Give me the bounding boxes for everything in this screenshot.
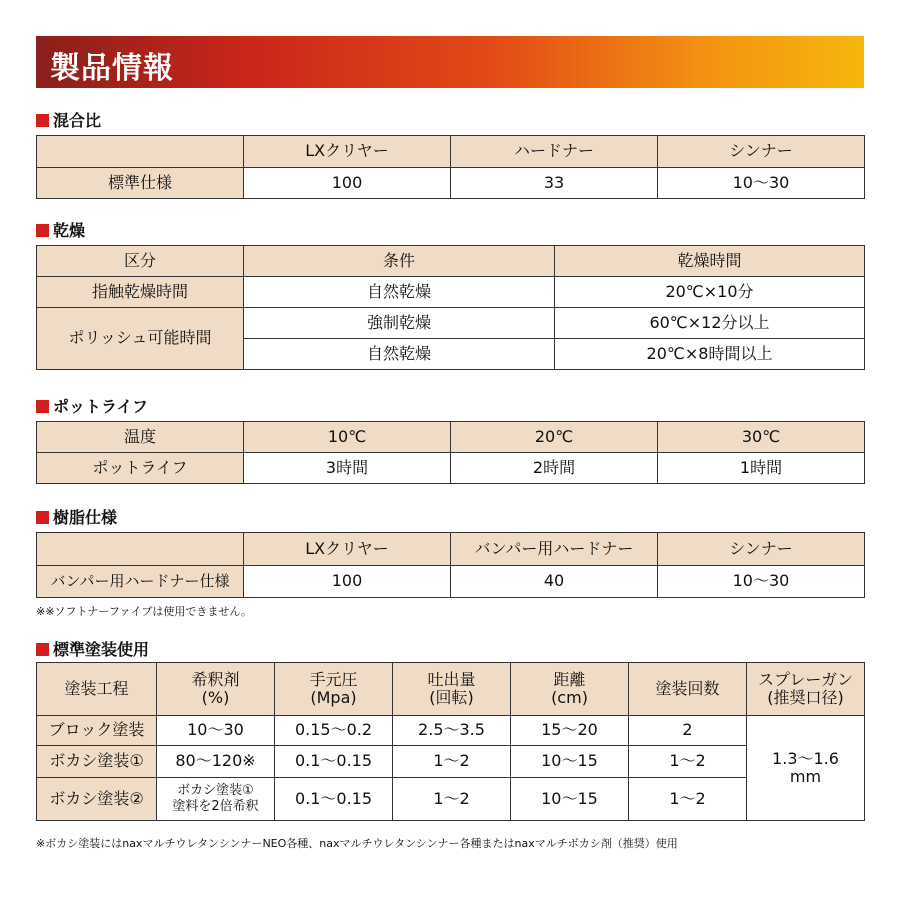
- row-label: バンパー用ハードナー仕様: [37, 566, 244, 598]
- paint-header-row: [37, 663, 865, 716]
- resin-table: [36, 532, 865, 598]
- table-cell: 自然乾燥: [244, 277, 555, 308]
- resin-header-row: [37, 533, 865, 566]
- table-cell: 塗装回数: [629, 663, 747, 716]
- table-cell: 100: [244, 168, 451, 199]
- table-cell: 0.1〜0.15: [275, 746, 393, 778]
- table-cell: 10℃: [244, 422, 451, 453]
- table-cell: 1〜2: [629, 778, 747, 821]
- table-cell: 1〜2: [393, 746, 511, 778]
- table-cell: シンナー: [658, 136, 865, 168]
- section-mix-heading: 混合比: [36, 108, 101, 131]
- row-label: ポットライフ: [37, 453, 244, 484]
- table-cell: 33: [451, 168, 658, 199]
- table-cell: 80〜120※: [157, 746, 275, 778]
- table-cell: 条件: [244, 246, 555, 277]
- table-cell: 2.5〜3.5: [393, 716, 511, 746]
- table-cell: ハードナー: [451, 136, 658, 168]
- table-cell: ボカシ塗装① 塗料を2倍希釈: [157, 778, 275, 821]
- mix-table: [36, 135, 865, 199]
- table-row: [37, 308, 865, 339]
- spray-gun-cell: 1.3〜1.6 mm: [747, 716, 865, 821]
- table-cell: [37, 533, 244, 566]
- table-cell: バンパー用ハードナー: [451, 533, 658, 566]
- table-row: [37, 778, 865, 821]
- table-cell: 1〜2: [629, 746, 747, 778]
- table-cell: 20℃: [451, 422, 658, 453]
- section-dry-heading: 乾燥: [36, 218, 85, 241]
- table-row: [37, 277, 865, 308]
- paint-table: [36, 662, 865, 821]
- section-pot-heading: ポットライフ: [36, 394, 148, 417]
- table-cell: 0.1〜0.15: [275, 778, 393, 821]
- paint-note: ※ボカシ塗装にはnaxマルチウレタンシンナーNEO各種、naxマルチウレタンシンナー各種またはnaxマルチボカシ剤（推奨）使用: [36, 837, 678, 850]
- table-cell: 2: [629, 716, 747, 746]
- row-label: ブロック塗装: [37, 716, 157, 746]
- table-cell: 100: [244, 566, 451, 598]
- bullet-square-icon: [36, 400, 49, 413]
- table-cell: 10〜15: [511, 778, 629, 821]
- table-row: [37, 746, 865, 778]
- table-cell: 手元圧 (Mpa): [275, 663, 393, 716]
- table-cell: 1時間: [658, 453, 865, 484]
- table-cell: 1〜2: [393, 778, 511, 821]
- resin-note: ※※ソフトナーファイブは使用できません。: [36, 605, 252, 618]
- table-cell: 塗装工程: [37, 663, 157, 716]
- table-row: [37, 453, 865, 484]
- bullet-square-icon: [36, 224, 49, 237]
- table-cell: 2時間: [451, 453, 658, 484]
- table-cell: 区分: [37, 246, 244, 277]
- table-cell: 3時間: [244, 453, 451, 484]
- row-label: ボカシ塗装②: [37, 778, 157, 821]
- table-cell: 乾燥時間: [555, 246, 865, 277]
- table-cell: 強制乾燥: [244, 308, 555, 339]
- table-cell: 0.15〜0.2: [275, 716, 393, 746]
- table-cell: 10〜30: [658, 168, 865, 199]
- table-row: [37, 566, 865, 598]
- table-cell: 20℃×10分: [555, 277, 865, 308]
- table-row: [37, 716, 865, 746]
- section-resin-heading: 樹脂仕様: [36, 505, 117, 528]
- dry-header-row: [37, 246, 865, 277]
- table-cell: 60℃×12分以上: [555, 308, 865, 339]
- table-row: [37, 422, 865, 453]
- table-cell: 吐出量 (回転): [393, 663, 511, 716]
- table-cell: 希釈剤 (%): [157, 663, 275, 716]
- section-paint-heading: 標準塗装使用: [36, 637, 149, 660]
- bullet-square-icon: [36, 643, 49, 656]
- table-cell: 15〜20: [511, 716, 629, 746]
- bullet-square-icon: [36, 511, 49, 524]
- table-cell: 10〜15: [511, 746, 629, 778]
- table-cell: LXクリヤー: [244, 533, 451, 566]
- table-cell: 30℃: [658, 422, 865, 453]
- table-cell: 20℃×8時間以上: [555, 339, 865, 370]
- table-cell: 自然乾燥: [244, 339, 555, 370]
- table-cell: LXクリヤー: [244, 136, 451, 168]
- page-title: 製品情報: [50, 51, 174, 86]
- dry-table: [36, 245, 865, 370]
- table-row: [37, 168, 865, 199]
- title-banner: [36, 36, 864, 88]
- pot-table: [36, 421, 865, 484]
- table-cell: 10〜30: [157, 716, 275, 746]
- table-cell: 40: [451, 566, 658, 598]
- table-cell: [37, 136, 244, 168]
- table-cell: 距離 (cm): [511, 663, 629, 716]
- mix-header-row: [37, 136, 865, 168]
- table-cell: 10〜30: [658, 566, 865, 598]
- row-label: 指触乾燥時間: [37, 277, 244, 308]
- table-cell: シンナー: [658, 533, 865, 566]
- row-label: 標準仕様: [37, 168, 244, 199]
- table-cell: スプレーガン (推奨口径): [747, 663, 865, 716]
- row-label: ボカシ塗装①: [37, 746, 157, 778]
- row-label: 温度: [37, 422, 244, 453]
- row-label: ポリッシュ可能時間: [37, 308, 244, 370]
- bullet-square-icon: [36, 114, 49, 127]
